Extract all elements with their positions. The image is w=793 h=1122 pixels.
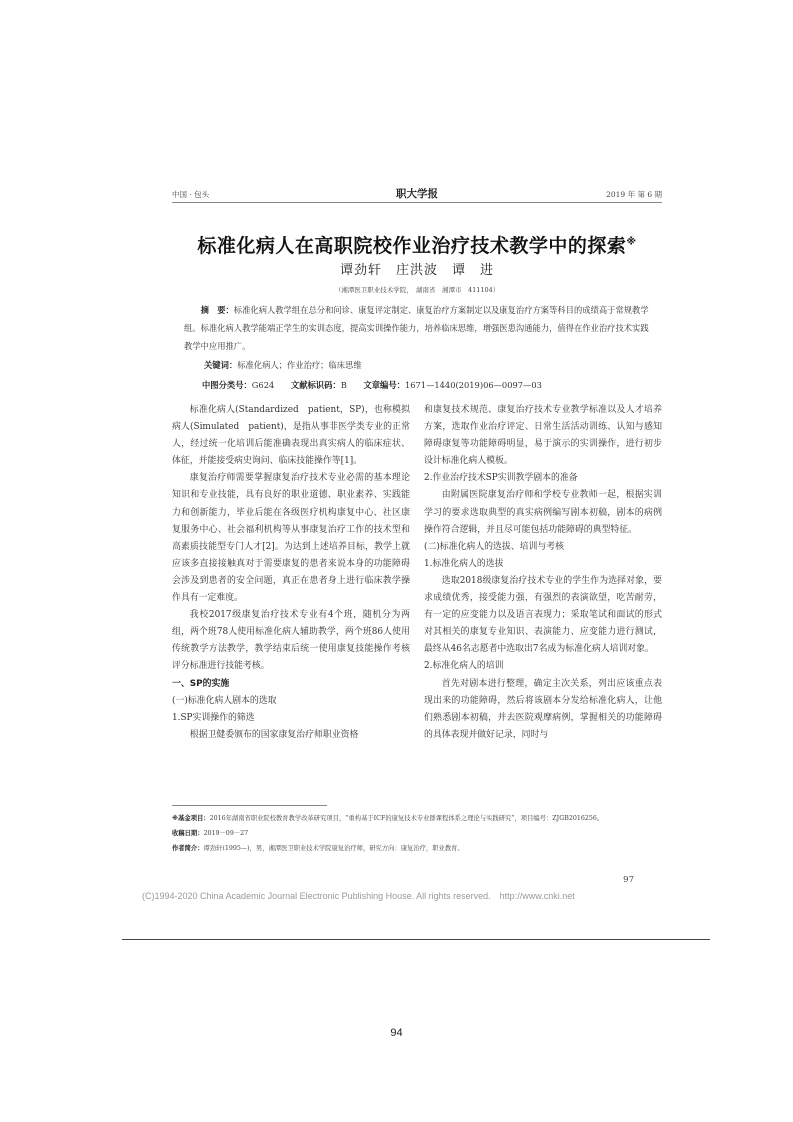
header-location: 中国 · 包头	[172, 190, 210, 199]
subsection-heading: (二)标准化病人的选拔、培训与考核	[424, 541, 565, 552]
page-bottom-rule	[122, 939, 710, 940]
header-rule	[172, 202, 662, 203]
subsection-heading: (一)标准化病人剧本的选取	[172, 695, 277, 706]
abstract-text: 标准化病人教学组在总分和问诊、康复评定制定、康复治疗方案制定以及康复治疗方案等科目的成绩高于常规教学组。标准化病人教学能端正学生的实训态度，提高实训操作能力，培养临床思维，增强医患沟通能力，值得在作业治疗技术实践教学中应用推广。	[184, 305, 649, 351]
copyright-watermark: (C)1994-2020 China Academic Journal Electronic Publishing House. All rights reserved. http://www.cnki.net	[142, 891, 575, 901]
keywords-text: 标准化病人；作业治疗；临床思维	[237, 360, 362, 370]
abstract-label: 摘 要：	[200, 305, 234, 315]
body-paragraph: 首先对剧本进行整理，确定主次关系，列出应该重点表现出来的功能障碍，然后将该剧本分发给标准化病人，让他们熟悉剧本初稿，并去医院观摩病例，掌握相关的功能障碍的具体表现并做好记录，同时与	[424, 678, 662, 740]
keywords-label: 关键词：	[204, 360, 238, 370]
author-affiliation: （湘潭医卫职业技术学院， 湖南省 湘潭市 411104）	[334, 286, 500, 294]
section-heading: 一、SP的实施	[172, 678, 230, 689]
subsection-heading: 2.作业治疗技术SP实训教学剧本的准备	[424, 473, 578, 484]
received-date: 收稿日期：2019－09－27	[172, 830, 249, 837]
author-bio: 作者简介：谭劲轩(1995—)，男，湘潭医卫职业技术学院康复治疗师，研究方向：康复治疗，职业教育。	[172, 845, 464, 852]
article-title: 标准化病人在高职院校作业治疗技术教学中的探索※	[197, 235, 637, 257]
issue-info: 2019 年 第 6 期	[606, 190, 662, 199]
page-number: 94	[390, 1027, 403, 1039]
keywords	[204, 359, 654, 371]
article-authors: 谭劲轩 庄洪波 谭 进	[339, 263, 494, 278]
journal-name: 职大学报	[396, 188, 438, 200]
body-paragraph: 我校2017级康复治疗技术专业有4个班，随机分为两组，两个班78人使用标准化病人辅助教学，两个班86人使用传统教学方法教学，教学结束后统一使用康复技能操作考核评分标准进行技能考核。	[172, 610, 410, 672]
body-paragraph: 标准化病人(Standardized patient，SP)，也称模拟病人(Simulated patient)，是指从事非医学类专业的正常人，经过统一化培训后能准确表现出真实病人的临床症状、体征，并能接受病史询问、临床技能操作等[1]。	[172, 405, 410, 467]
subsection-heading: 2.标准化病人的培训	[424, 661, 504, 672]
body-paragraph: 由附属医院康复治疗师和学校专业教师一起，根据实训学习的要求选取典型的真实病例编写剧本初稿，剧本的病例操作符合逻辑，并且尽可能包括功能障碍的典型特征。	[424, 490, 662, 535]
body-column-left	[172, 402, 410, 744]
scanned-journal-page	[172, 183, 662, 903]
body-paragraph: 康复治疗师需要掌握康复治疗技术专业必需的基本理论知识和专业技能，具有良好的职业道德、职业素养、实践能力和创新能力，毕业后能在各级医疗机构康复中心、社区康复服务中心、社会福利机构等从事康复治疗工作的技术型和高素质技能型专门人才[2]。为达到上述培养目标，教学上就应该多直接接触真对于需要康复的患者来说本身的功能障碍会涉及到患者的安全问题，真正在患者身上进行临床教学操作具有一定难度。	[172, 473, 410, 604]
fund-note: ※基金项目：2016年湖南省职业院校教育教学改革研究项目，“重构基于ICF的康复技术专业群课程体系之理论与实践研究”，项目编号：ZJGB2016256。	[172, 815, 604, 822]
journal-page-number: 97	[623, 875, 634, 885]
title-footnote-mark: ※	[626, 236, 637, 248]
document-code: 文献标识码：B	[290, 380, 347, 390]
abstract	[184, 301, 654, 355]
body-column-right	[424, 402, 662, 744]
subsection-heading: 1.SP实训操作的筛选	[172, 712, 255, 723]
body-paragraph: 选取2018级康复治疗技术专业的学生作为选择对象，要求成绩优秀，接受能力强，有强烈的表演欲望，吃苦耐劳，有一定的应变能力以及语言表现力；采取笔试和面试的形式对其相关的康复专业知识、表演能力、应变能力进行测试，最终从46名志愿者中选取出7名成为标准化病人培训对象。	[424, 575, 662, 655]
clc-number: 中图分类号：G624	[202, 380, 275, 390]
body-paragraph: 根据卫健委颁布的国家康复治疗师职业资格	[189, 729, 359, 740]
footnotes	[172, 811, 662, 856]
article-number: 文章编号：1671—1440(2019)06—0097—03	[363, 380, 542, 390]
body-paragraph: 和康复技术规范、康复治疗技术专业教学标准以及人才培养方案，选取作业治疗评定、日常生活活动训练、认知与感知障碍康复等功能障碍明显，易于演示的实训操作，进行初步设计标准化病人模板。	[424, 405, 662, 467]
subsection-heading: 1.标准化病人的选拔	[424, 558, 504, 569]
footnote-rule	[172, 805, 327, 806]
classification-line	[202, 379, 662, 391]
